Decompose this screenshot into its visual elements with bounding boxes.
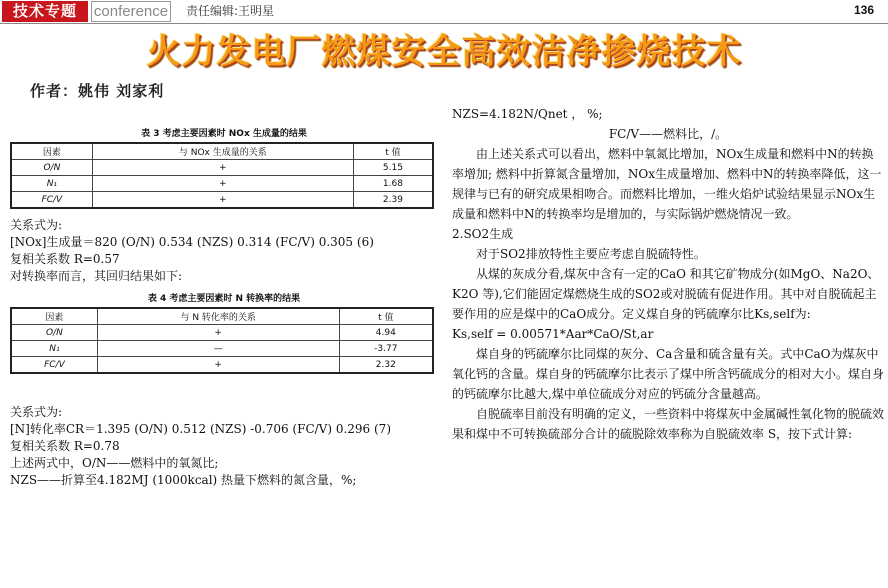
table-header-cell: 因素 [11,308,97,325]
table-header-cell: 因素 [11,143,92,160]
table-cell: O/N [11,325,97,341]
table-row [11,192,433,209]
table-row [11,357,433,374]
table-header-row [11,143,433,160]
article-authors: 作者：姚伟 刘家利 [30,82,165,100]
table3 [10,142,434,209]
table4-caption: 表 4 考虑主要因素时 N 转换率的结果 [147,294,301,304]
table-cell: — [97,341,339,357]
table-cell: N₁ [11,176,92,192]
table-header-cell: 与 N 转化率的关系 [97,308,339,325]
table-cell: O/N [11,160,92,176]
table-row [11,160,433,176]
table-row [11,325,433,341]
table-cell: N₁ [11,341,97,357]
table-row [11,341,433,357]
formula-nzs: NZS=4.182N/Qnet ， %; [452,107,603,121]
right-column [452,104,884,444]
formula-ks-self: Ks,self = 0.00571*Aar*CaO/St,ar [452,327,654,341]
paragraph: 对转换率而言，其回归结果如下: [10,269,183,283]
paragraph: 复相关系数 R=0.57 [10,252,120,266]
table-cell: + [97,325,339,341]
table-cell: FC/V [11,192,92,209]
table4 [10,307,434,374]
paragraph: 由上述关系式可以看出，燃料中氧氮比增加，NOx生成量和燃料中N的转换率增加; 燃料中折算氮含量增加，NOx生成量增加、燃料中N的转换率降低，这一规律与已有的研究成果相吻合。而燃料比增加，一维火焰炉试验结果显示NOx生成量和燃料中N的转换率均是增加的，与实际锅炉燃烧情况一致。 [452,147,882,221]
table-cell: + [92,160,353,176]
table-cell: 4.94 [339,325,433,341]
table-cell: + [97,357,339,374]
section-heading: 2.SO2生成 [452,227,514,241]
conference-label: conference [91,1,171,22]
left-column [10,120,438,489]
table-header-cell: t 值 [339,308,433,325]
table-cell: 1.68 [353,176,433,192]
table-header-row [11,308,433,325]
table-cell: 2.32 [339,357,433,374]
formula-6: [NOx]生成量＝820 (O/N) 0.534 (NZS) 0.314 (FC/V) 0.305 (6) [10,235,374,249]
paragraph: 上述两式中，O/N——燃料中的氧氮比; [10,456,219,470]
page-number: 136 [853,3,874,17]
paragraph: 从煤的灰成分看,煤灰中含有一定的CaO 和其它矿物成分(如MgO、Na2O、K2O 等),它们能固定煤燃烧生成的SO2或对脱硫有促进作用。其中对自脱硫起主要作用的应是煤中的CaO成分。定义煤自身的钙硫摩尔比Ks,self为: [452,267,880,321]
table-cell: FC/V [11,357,97,374]
page-header [0,0,888,24]
article-title: 火力发电厂燃煤安全高效洁净掺烧技术 [146,32,742,72]
paragraph: 自脱硫率目前没有明确的定义，一些资料中将煤灰中金属碱性氧化物的脱硫效果和煤中不可转换硫部分合计的硫脱除效率称为自脱硫效率 S，按下式计算: [452,407,885,441]
definition-fcv: FC/V——燃料比，/。 [608,127,728,141]
table-cell: -3.77 [339,341,433,357]
paragraph: 关系式为: [10,218,63,232]
paragraph: 复相关系数 R=0.78 [10,439,120,453]
formula-7: [N]转化率CR＝1.395 (O/N) 0.512 (NZS) -0.706 (FC/V) 0.296 (7) [10,422,391,436]
table-header-cell: t 值 [353,143,433,160]
paragraph: 关系式为: [10,405,63,419]
table-cell: 5.15 [353,160,433,176]
table-cell: + [92,176,353,192]
header-divider [0,23,888,24]
table-row [11,176,433,192]
table3-caption: 表 3 考虑主要因素时 NOx 生成量的结果 [141,129,307,139]
paragraph: NZS——折算至4.182MJ (1000kcal) 热量下燃料的氮含量，%; [10,473,357,487]
paragraph: 煤自身的钙硫摩尔比同煤的灰分、Ca含量和硫含量有关。式中CaO为煤灰中氧化钙的含量。煤自身的钙硫摩尔比表示了煤中所含钙硫成分的相对大小。煤自身的钙硫摩尔比越大,煤中单位硫成分对应的钙硫分含量越高。 [452,347,885,401]
section-tag: 技术专题 [2,1,88,22]
editor-credit: 责任编辑:王明星 [186,4,275,18]
table-header-cell: 与 NOx 生成量的关系 [92,143,353,160]
table-cell: 2.39 [353,192,433,209]
table-cell: + [92,192,353,209]
paragraph: 对于SO2排放特性主要应考虑自脱硫特性。 [476,247,706,261]
